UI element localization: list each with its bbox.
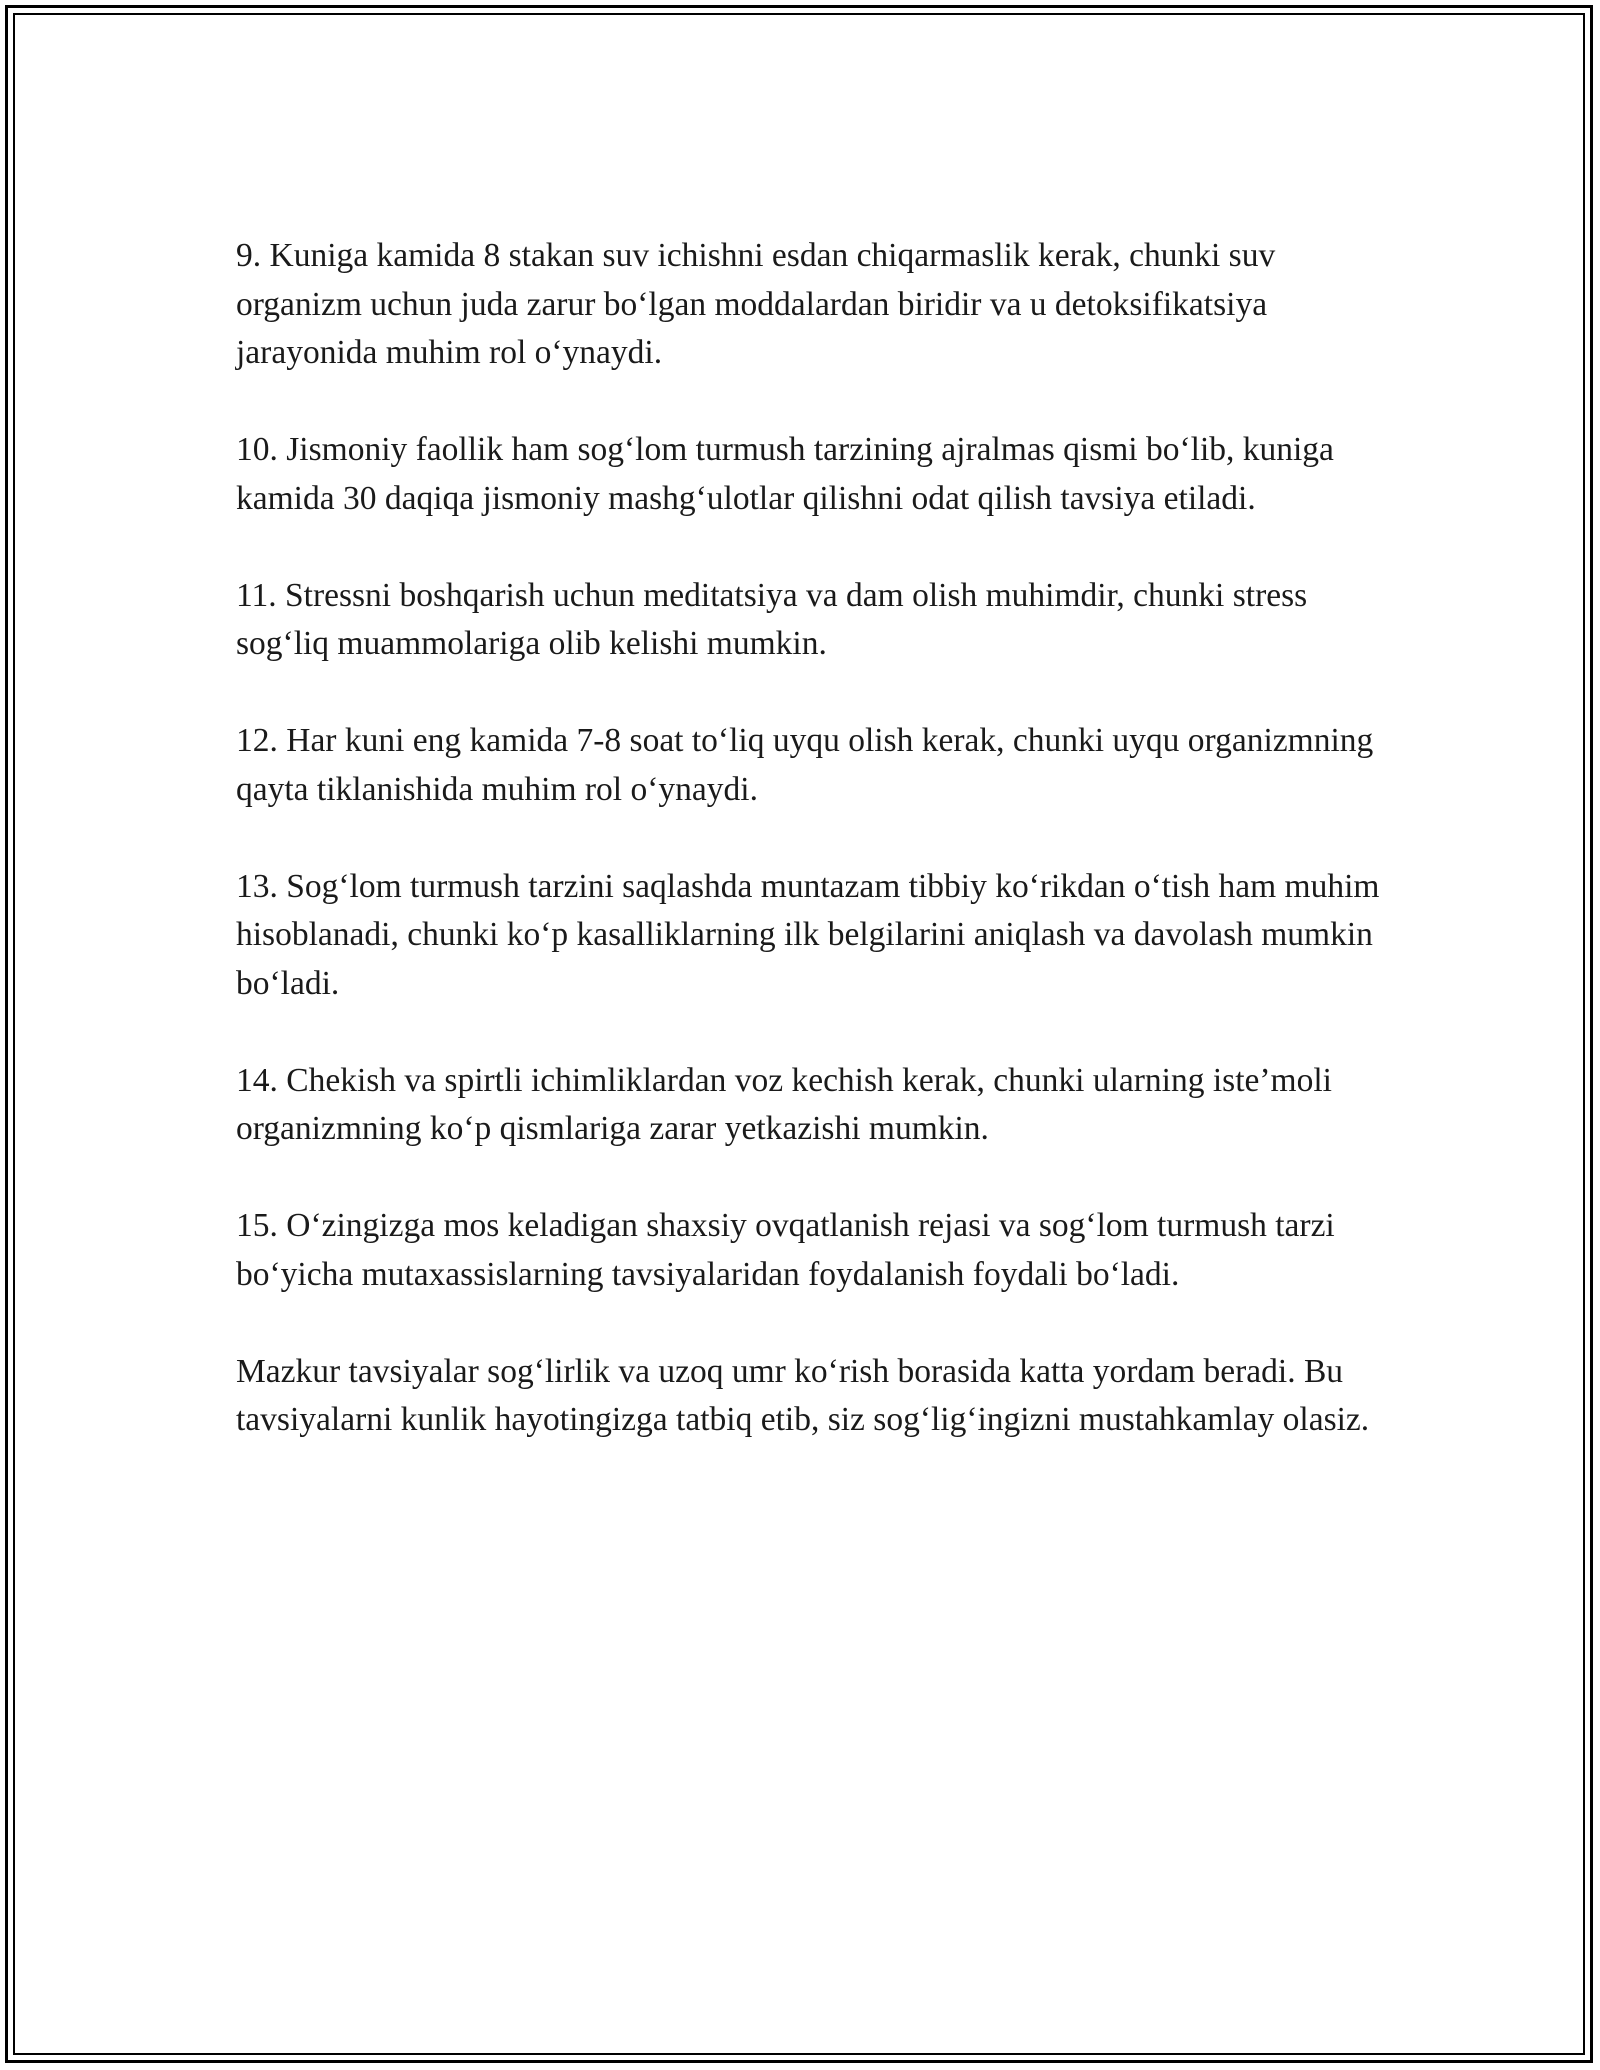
paragraph-item-15: 15. O‘zingizga mos keladigan shaxsiy ovqatlanish rejasi va sog‘lom turmush tarzi bo‘yicha mutaxassislarning tavsiyalaridan foydalanish foydali bo‘ladi. <box>236 1207 1335 1293</box>
document-body <box>236 232 1386 1445</box>
paragraph-item-14: 14. Chekish va spirtli ichimliklardan voz kechish kerak, chunki ularning iste’moli organizmning ko‘p qismlariga zarar yetkazishi mumkin. <box>236 1061 1332 1147</box>
paragraph-conclusion: Mazkur tavsiyalar sog‘lirlik va uzoq umr ko‘rish borasida katta yordam beradi. Bu tavsiyalarni kunlik hayotingizga tatbiq etib, siz sog‘lig‘ingizni mustahkamlay olasiz. <box>236 1352 1370 1438</box>
paragraph-item-9: 9. Kuniga kamida 8 stakan suv ichishni esdan chiqarmaslik kerak, chunki suv organizm uchun juda zarur bo‘lgan moddalardan biridir va u detoksifikatsiya jarayonida muhim rol o‘ynaydi. <box>236 237 1276 371</box>
paragraph-item-10: 10. Jismoniy faollik ham sog‘lom turmush tarzining ajralmas qismi bo‘lib, kuniga kamida 30 daqiqa jismoniy mashg‘ulotlar qilishni odat qilish tavsiya etiladi. <box>236 431 1334 517</box>
paragraph-item-12: 12. Har kuni eng kamida 7-8 soat to‘liq uyqu olish kerak, chunki uyqu organizmning qayta tiklanishida muhim rol o‘ynaydi. <box>236 722 1374 808</box>
paragraph-item-13: 13. Sog‘lom turmush tarzini saqlashda muntazam tibbiy ko‘rikdan o‘tish ham muhim hisoblanadi, chunki ko‘p kasalliklarning ilk belgilarini aniqlash va davolash mumkin bo‘ladi. <box>236 867 1380 1002</box>
paragraph-item-11: 11. Stressni boshqarish uchun meditatsiya va dam olish muhimdir, chunki stress sog‘liq muammolariga olib kelishi mumkin. <box>236 576 1308 662</box>
